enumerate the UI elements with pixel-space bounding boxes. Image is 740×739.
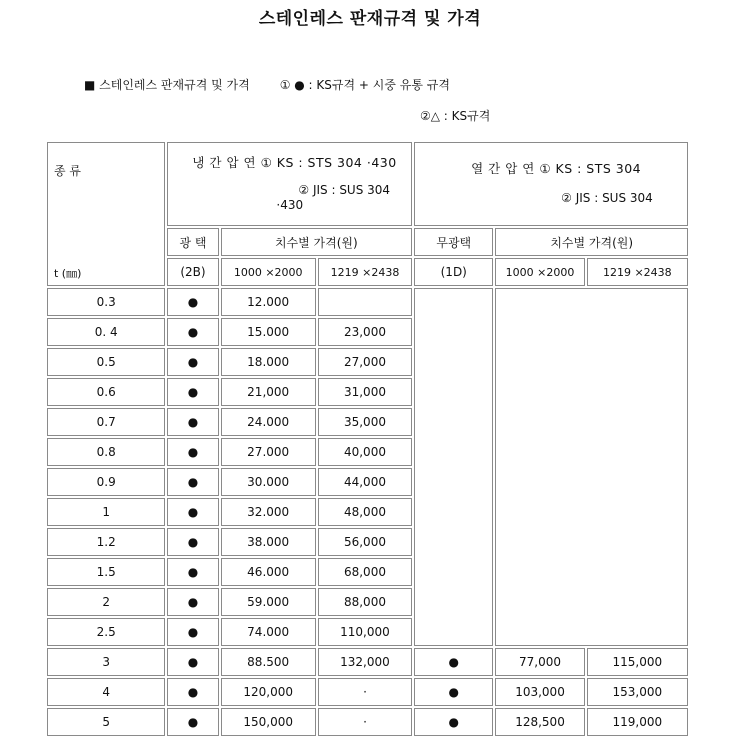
hot-price-1000x2000: 128,500 [495,708,584,736]
cold-price-1219x2438: 40,000 [318,438,412,466]
cold-price-1000x2000: 88.500 [221,648,316,676]
hot-price-1219x2438: 115,000 [587,648,688,676]
header-thickness: t (㎜) [54,267,82,280]
cold-price-1000x2000: 120,000 [221,678,316,706]
cold-price-1219x2438 [318,288,412,316]
cold-mark-cell: ● [167,708,218,736]
hot-price-label: 치수별 가격(원) [495,228,688,256]
table-row [47,708,688,736]
hot-size-2: 1219 ×2438 [587,258,688,286]
cold-price-1219x2438: 88,000 [318,588,412,616]
legend-line-1 [84,76,450,93]
thickness-cell: 0.3 [47,288,165,316]
cold-price-1000x2000: 27.000 [221,438,316,466]
cold-price-label: 치수별 가격(원) [221,228,413,256]
thickness-cell: 2.5 [47,618,165,646]
legend-ks-market: ① ● : KS규격 + 시중 유통 규격 [279,78,450,92]
cold-price-1219x2438: 110,000 [318,618,412,646]
cold-mark-cell: ● [167,378,218,406]
cold-finish-code: (2B) [167,258,218,286]
thickness-cell: 0.8 [47,438,165,466]
thickness-cell: 1.5 [47,558,165,586]
table-row [47,648,688,676]
cold-price-1219x2438: 35,000 [318,408,412,436]
cold-size-2: 1219 ×2438 [318,258,412,286]
cold-price-1000x2000: 32.000 [221,498,316,526]
thickness-cell: 0.7 [47,408,165,436]
cold-mark-cell: ● [167,468,218,496]
table-row [47,678,688,706]
cold-price-1000x2000: 15.000 [221,318,316,346]
spec-price-table [45,140,690,738]
cold-mark-cell: ● [167,528,218,556]
thickness-cell: 0. 4 [47,318,165,346]
cold-mark-cell: ● [167,678,218,706]
cold-price-1219x2438: 56,000 [318,528,412,556]
thickness-cell: 1 [47,498,165,526]
cold-price-1000x2000: 24.000 [221,408,316,436]
hot-price-1219x2438: 153,000 [587,678,688,706]
cold-mark-cell: ● [167,348,218,376]
legend-ks-only: ②△ : KS규격 [420,109,491,123]
cold-price-1219x2438: 27,000 [318,348,412,376]
hot-empty-block [414,288,493,646]
hot-finish-label: 무광택 [414,228,493,256]
hot-price-1219x2438: 119,000 [587,708,688,736]
cold-mark-cell: ● [167,438,218,466]
table-row [47,288,688,316]
cold-price-1219x2438: 132,000 [318,648,412,676]
cold-price-1219x2438: 31,000 [318,378,412,406]
cold-mark-cell: ● [167,558,218,586]
cold-rolled-title: 냉 간 압 연 ① KS : STS 304 ·430 [192,155,397,170]
hot-price-1000x2000: 103,000 [495,678,584,706]
cold-price-1000x2000: 74.000 [221,618,316,646]
hot-empty-price-block [495,288,688,646]
legend-title: ■ 스테인레스 판재규격 및 가격 [84,78,250,92]
cold-price-1000x2000: 12.000 [221,288,316,316]
cold-size-1: 1000 ×2000 [221,258,316,286]
hot-price-1000x2000: 77,000 [495,648,584,676]
cold-rolled-jis: ② JIS : SUS 304 [298,183,391,197]
cold-mark-cell: ● [167,498,218,526]
thickness-cell: 0.9 [47,468,165,496]
cold-price-1000x2000: 18.000 [221,348,316,376]
cold-price-1219x2438: 68,000 [318,558,412,586]
page-title: 스테인레스 판재규격 및 가격 [258,9,482,29]
cold-mark-cell: ● [167,408,218,436]
hot-mark-cell: ● [414,648,493,676]
thickness-cell: 0.5 [47,348,165,376]
header-hot-rolled [414,142,688,226]
cold-mark-cell: ● [167,288,218,316]
hot-size-1: 1000 ×2000 [495,258,584,286]
thickness-cell: 2 [47,588,165,616]
cold-price-1219x2438: · [318,708,412,736]
cold-rolled-jis-cont: ·430 [276,198,304,212]
cold-mark-cell: ● [167,648,218,676]
thickness-cell: 3 [47,648,165,676]
hot-rolled-jis: ② JIS : SUS 304 [561,191,653,205]
thickness-cell: 0.6 [47,378,165,406]
table-body [47,142,688,736]
header-corner [47,142,165,286]
cold-price-1000x2000: 38.000 [221,528,316,556]
cold-price-1219x2438: · [318,678,412,706]
cold-price-1219x2438: 48,000 [318,498,412,526]
hot-mark-cell: ● [414,708,493,736]
cold-mark-cell: ● [167,588,218,616]
cold-mark-cell: ● [167,618,218,646]
hot-rolled-title: 열 간 압 연 ① KS : STS 304 [471,161,642,176]
cold-finish-label: 광 택 [167,228,218,256]
cold-price-1219x2438: 23,000 [318,318,412,346]
cold-price-1000x2000: 59.000 [221,588,316,616]
hot-mark-cell: ● [414,678,493,706]
cold-price-1000x2000: 30.000 [221,468,316,496]
header-type: 종 류 [54,164,81,178]
cold-price-1000x2000: 46.000 [221,558,316,586]
cold-mark-cell: ● [167,318,218,346]
hot-finish-code: (1D) [414,258,493,286]
cold-price-1219x2438: 44,000 [318,468,412,496]
thickness-cell: 1.2 [47,528,165,556]
cold-price-1000x2000: 21,000 [221,378,316,406]
thickness-cell: 4 [47,678,165,706]
thickness-cell: 5 [47,708,165,736]
cold-price-1000x2000: 150,000 [221,708,316,736]
header-cold-rolled [167,142,412,226]
